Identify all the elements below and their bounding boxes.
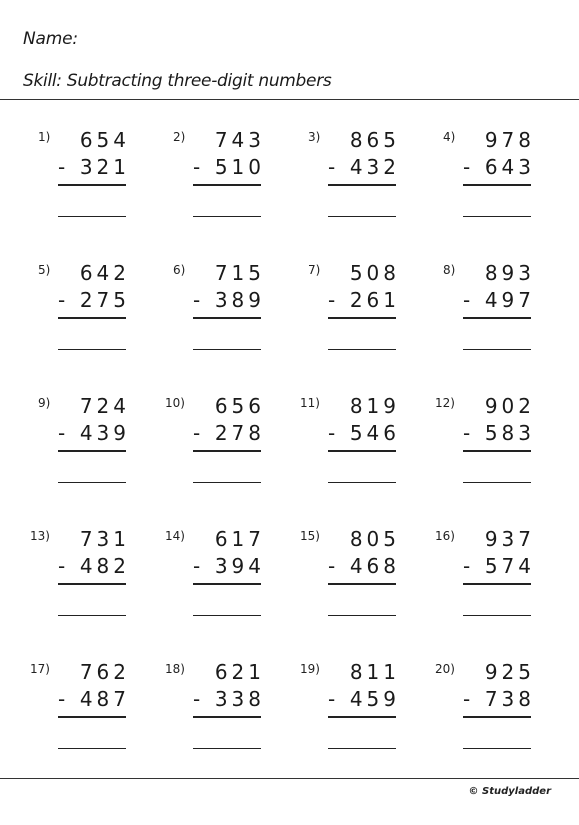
sum-line bbox=[193, 716, 261, 718]
subtrahend: 574 bbox=[484, 554, 535, 578]
minuend: 925 bbox=[484, 660, 535, 684]
problem-number: 13) bbox=[30, 529, 50, 543]
minuend: 937 bbox=[484, 527, 535, 551]
problem-7 bbox=[300, 261, 410, 371]
footer-divider bbox=[0, 778, 579, 779]
minus-sign: - bbox=[463, 421, 471, 445]
problem-2 bbox=[165, 128, 275, 238]
problem-13 bbox=[30, 527, 140, 637]
minus-sign: - bbox=[328, 554, 336, 578]
minus-sign: - bbox=[193, 421, 201, 445]
sum-line bbox=[463, 716, 531, 718]
problem-number: 18) bbox=[165, 662, 185, 676]
sum-line bbox=[463, 317, 531, 319]
answer-blank[interactable] bbox=[328, 349, 396, 350]
problem-9 bbox=[30, 394, 140, 504]
problem-number: 14) bbox=[165, 529, 185, 543]
answer-blank[interactable] bbox=[193, 748, 261, 749]
problem-4 bbox=[435, 128, 545, 238]
minus-sign: - bbox=[463, 687, 471, 711]
answer-blank[interactable] bbox=[328, 216, 396, 217]
problem-12 bbox=[435, 394, 545, 504]
skill-title: Skill: Subtracting three-digit numbers bbox=[23, 71, 332, 91]
sum-line bbox=[328, 317, 396, 319]
minuend: 715 bbox=[214, 261, 265, 285]
name-label: Name: bbox=[23, 29, 78, 49]
answer-blank[interactable] bbox=[328, 482, 396, 483]
minus-sign: - bbox=[328, 288, 336, 312]
sum-line bbox=[193, 317, 261, 319]
subtrahend: 468 bbox=[349, 554, 400, 578]
problem-6 bbox=[165, 261, 275, 371]
subtrahend: 261 bbox=[349, 288, 400, 312]
problem-number: 19) bbox=[300, 662, 320, 676]
minuend: 762 bbox=[79, 660, 130, 684]
sum-line bbox=[463, 450, 531, 452]
minus-sign: - bbox=[328, 421, 336, 445]
answer-blank[interactable] bbox=[328, 748, 396, 749]
minuend: 819 bbox=[349, 394, 400, 418]
answer-blank[interactable] bbox=[463, 349, 531, 350]
subtrahend: 459 bbox=[349, 687, 400, 711]
problem-10 bbox=[165, 394, 275, 504]
subtrahend: 510 bbox=[214, 155, 265, 179]
minuend: 743 bbox=[214, 128, 265, 152]
problem-3 bbox=[300, 128, 410, 238]
minus-sign: - bbox=[328, 687, 336, 711]
problem-number: 20) bbox=[435, 662, 455, 676]
subtrahend: 321 bbox=[79, 155, 130, 179]
subtrahend: 275 bbox=[79, 288, 130, 312]
problem-number: 16) bbox=[435, 529, 455, 543]
problem-number: 11) bbox=[300, 396, 320, 410]
problem-number: 4) bbox=[443, 130, 456, 144]
subtrahend: 497 bbox=[484, 288, 535, 312]
minuend: 621 bbox=[214, 660, 265, 684]
problem-17 bbox=[30, 660, 140, 770]
subtrahend: 738 bbox=[484, 687, 535, 711]
sum-line bbox=[193, 450, 261, 452]
answer-blank[interactable] bbox=[193, 216, 261, 217]
problem-number: 7) bbox=[308, 263, 321, 277]
answer-blank[interactable] bbox=[193, 482, 261, 483]
minuend: 805 bbox=[349, 527, 400, 551]
minuend: 865 bbox=[349, 128, 400, 152]
problem-1 bbox=[30, 128, 140, 238]
problem-number: 1) bbox=[38, 130, 51, 144]
minuend: 654 bbox=[79, 128, 130, 152]
answer-blank[interactable] bbox=[58, 615, 126, 616]
problem-number: 3) bbox=[308, 130, 321, 144]
minus-sign: - bbox=[328, 155, 336, 179]
subtrahend: 643 bbox=[484, 155, 535, 179]
problem-18 bbox=[165, 660, 275, 770]
answer-blank[interactable] bbox=[463, 615, 531, 616]
problem-number: 17) bbox=[30, 662, 50, 676]
studyladder-credit: © Studyladder bbox=[468, 786, 551, 797]
minuend: 656 bbox=[214, 394, 265, 418]
problem-20 bbox=[435, 660, 545, 770]
problem-number: 8) bbox=[443, 263, 456, 277]
answer-blank[interactable] bbox=[463, 748, 531, 749]
answer-blank[interactable] bbox=[193, 349, 261, 350]
minus-sign: - bbox=[58, 288, 66, 312]
minus-sign: - bbox=[193, 687, 201, 711]
subtrahend: 546 bbox=[349, 421, 400, 445]
answer-blank[interactable] bbox=[58, 748, 126, 749]
answer-blank[interactable] bbox=[463, 216, 531, 217]
sum-line bbox=[463, 583, 531, 585]
sum-line bbox=[58, 317, 126, 319]
answer-blank[interactable] bbox=[463, 482, 531, 483]
problem-number: 6) bbox=[173, 263, 186, 277]
sum-line bbox=[58, 450, 126, 452]
problem-19 bbox=[300, 660, 410, 770]
subtrahend: 394 bbox=[214, 554, 265, 578]
minus-sign: - bbox=[58, 155, 66, 179]
sum-line bbox=[193, 184, 261, 186]
answer-blank[interactable] bbox=[58, 482, 126, 483]
sum-line bbox=[328, 450, 396, 452]
minuend: 642 bbox=[79, 261, 130, 285]
problem-16 bbox=[435, 527, 545, 637]
subtrahend: 439 bbox=[79, 421, 130, 445]
minuend: 978 bbox=[484, 128, 535, 152]
sum-line bbox=[328, 716, 396, 718]
subtrahend: 389 bbox=[214, 288, 265, 312]
problem-14 bbox=[165, 527, 275, 637]
sum-line bbox=[58, 184, 126, 186]
problem-5 bbox=[30, 261, 140, 371]
minuend: 508 bbox=[349, 261, 400, 285]
minuend: 811 bbox=[349, 660, 400, 684]
minus-sign: - bbox=[58, 687, 66, 711]
sum-line bbox=[328, 583, 396, 585]
minus-sign: - bbox=[463, 554, 471, 578]
minus-sign: - bbox=[193, 288, 201, 312]
minus-sign: - bbox=[463, 288, 471, 312]
subtrahend: 583 bbox=[484, 421, 535, 445]
sum-line bbox=[328, 184, 396, 186]
subtrahend: 338 bbox=[214, 687, 265, 711]
subtrahend: 278 bbox=[214, 421, 265, 445]
problem-15 bbox=[300, 527, 410, 637]
subtrahend: 432 bbox=[349, 155, 400, 179]
minus-sign: - bbox=[193, 554, 201, 578]
sum-line bbox=[193, 583, 261, 585]
problem-11 bbox=[300, 394, 410, 504]
answer-blank[interactable] bbox=[328, 615, 396, 616]
subtrahend: 487 bbox=[79, 687, 130, 711]
minuend: 724 bbox=[79, 394, 130, 418]
minuend: 617 bbox=[214, 527, 265, 551]
minus-sign: - bbox=[463, 155, 471, 179]
problem-number: 2) bbox=[173, 130, 186, 144]
problem-8 bbox=[435, 261, 545, 371]
problem-number: 12) bbox=[435, 396, 455, 410]
minus-sign: - bbox=[58, 554, 66, 578]
answer-blank[interactable] bbox=[193, 615, 261, 616]
minuend: 902 bbox=[484, 394, 535, 418]
subtrahend: 482 bbox=[79, 554, 130, 578]
problem-number: 5) bbox=[38, 263, 51, 277]
sum-line bbox=[58, 583, 126, 585]
problem-number: 10) bbox=[165, 396, 185, 410]
minus-sign: - bbox=[193, 155, 201, 179]
sum-line bbox=[463, 184, 531, 186]
sum-line bbox=[58, 716, 126, 718]
answer-blank[interactable] bbox=[58, 349, 126, 350]
answer-blank[interactable] bbox=[58, 216, 126, 217]
problem-number: 15) bbox=[300, 529, 320, 543]
minuend: 731 bbox=[79, 527, 130, 551]
minus-sign: - bbox=[58, 421, 66, 445]
minuend: 893 bbox=[484, 261, 535, 285]
problem-number: 9) bbox=[38, 396, 51, 410]
